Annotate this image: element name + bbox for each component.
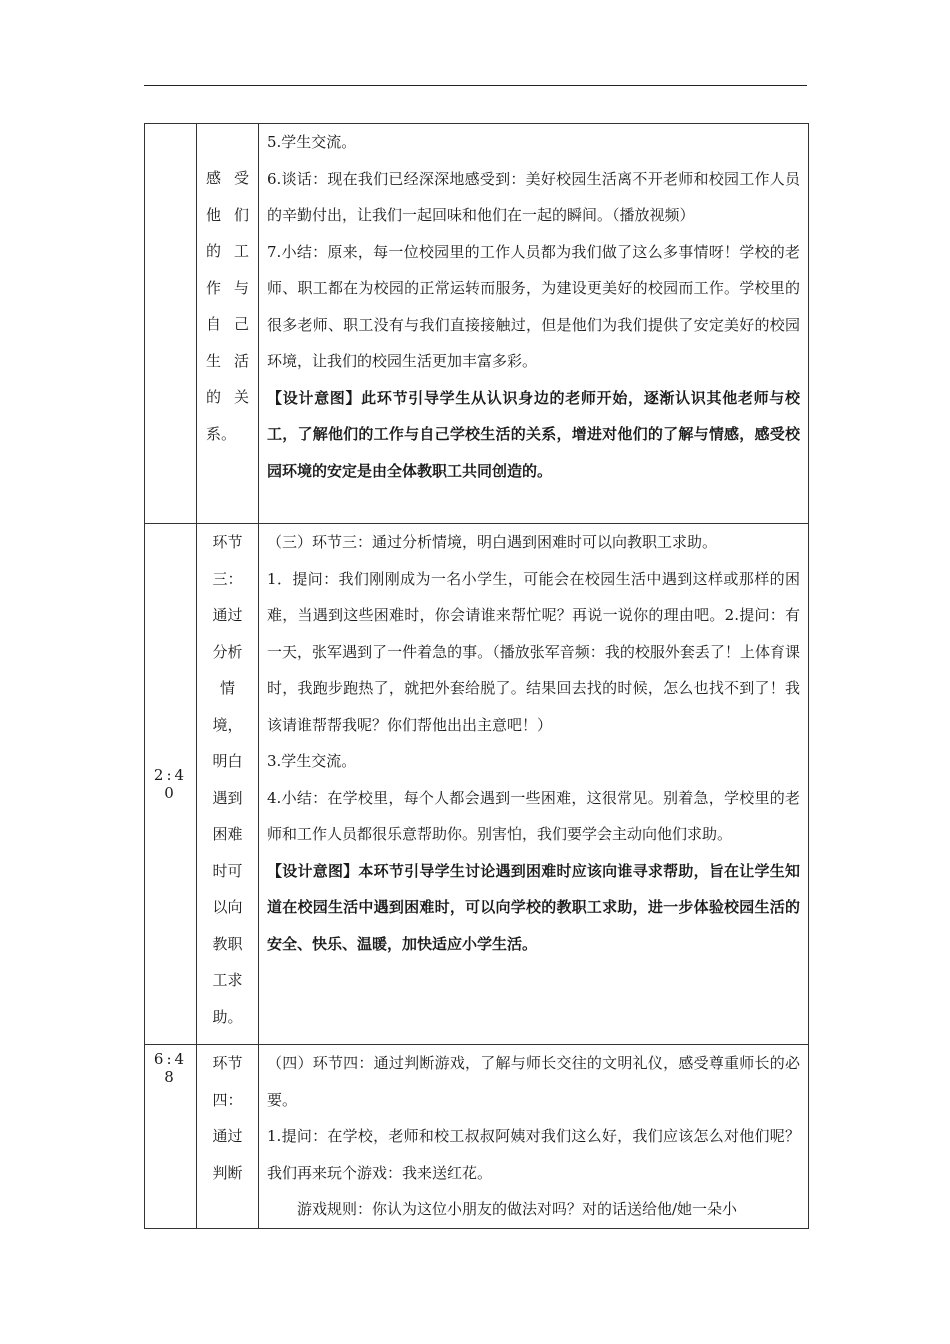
segment-line: 环节 <box>212 533 243 551</box>
paragraph: 3.学生交流。 <box>267 752 357 770</box>
paragraph: 1.提问：在学校，老师和校工叔叔阿姨对我们这么好，我们应该怎么对他们呢？我们再来玩个游戏：我来送红花。 <box>267 1127 800 1182</box>
lesson-plan-table <box>144 123 809 1229</box>
segment-line: 作 与 <box>206 278 249 297</box>
segment-line: 判断 <box>212 1163 243 1182</box>
content-cell <box>259 1045 809 1229</box>
segment-line: 困难 <box>212 825 243 843</box>
segment-line: 时可 <box>212 861 243 880</box>
segment-line: 通过 <box>212 1127 243 1145</box>
segment-line: 系。 <box>206 424 237 443</box>
segment-line: 环节 <box>212 1054 243 1072</box>
design-intent: 【设计意图】本环节引导学生讨论遇到困难时应该向谁寻求帮助，旨在让学生知道在校园生活中遇到困难时，可以向学校的教职工求助，进一步体验校园生活的安全、快乐、温暖，加快适应小学生活。 <box>267 861 800 953</box>
paragraph: 7.小结：原来，每一位校园里的工作人员都为我们做了这么多事情呀！学校的老师、职工都在为校园的正常运转而服务，为建设更美好的校园而工作。学校里的很多老师、职工没有与我们直接接触过，但是他们为我们提供了安定美好的校园环境，让我们的校园生活更加丰富多彩。 <box>267 242 800 370</box>
paragraph: （四）环节四：通过判断游戏，了解与师长交往的文明礼仪，感受尊重师长的必要。 <box>267 1054 800 1109</box>
segment-line: 工求 <box>212 971 243 989</box>
segment-line: 通过 <box>212 606 243 624</box>
segment-line: 三： <box>212 569 243 588</box>
time-cell: 6:48 <box>145 1045 197 1229</box>
segment-line: 遇到 <box>212 788 243 807</box>
paragraph: 4.小结：在学校里，每个人都会遇到一些困难，这很常见。别着急，学校里的老师和工作人员都很乐意帮助你。别害怕，我们要学会主动向他们求助。 <box>267 788 800 843</box>
segment-cell <box>197 124 259 524</box>
segment-line: 自 己 <box>206 315 249 333</box>
paragraph: （三）环节三：通过分析情境，明白遇到困难时可以向教职工求助。 <box>267 533 718 551</box>
segment-line: 以向 <box>212 898 243 916</box>
header-rule <box>144 85 807 86</box>
table-row <box>145 1045 809 1229</box>
segment-line: 感 受 <box>206 169 249 187</box>
segment-line: 助。 <box>212 1007 243 1026</box>
segment-line: 教职 <box>212 934 243 953</box>
paragraph: 5.学生交流。 <box>267 133 357 151</box>
segment-line: 分析 <box>212 642 243 661</box>
time-cell <box>145 124 197 524</box>
segment-line: 生 活 <box>206 351 249 370</box>
segment-cell <box>197 524 259 1045</box>
paragraph: 6.谈话：现在我们已经深深地感受到：美好校园生活离不开老师和校园工作人员的辛勤付出，让我们一起回味和他们在一起的瞬间。（播放视频） <box>267 169 800 224</box>
segment-cell <box>197 1045 259 1229</box>
content-cell <box>259 124 809 524</box>
table-row <box>145 524 809 1045</box>
table-row <box>145 124 809 524</box>
game-rules: 游戏规则：你认为这位小朋友的做法对吗？对的话送给他/她一朵小 <box>297 1200 738 1218</box>
content-cell <box>259 524 809 1045</box>
paragraph: 1．提问：我们刚刚成为一名小学生，可能会在校园生活中遇到这样或那样的困难，当遇到这些困难时，你会请谁来帮忙呢？再说一说你的理由吧。2.提问：有一天，张军遇到了一件着急的事。（播放张军音频：我的校服外套丢了！上体育课时，我跑步跑热了，就把外套给脱了。结果回去找的时候，怎么也找不到了！我该请谁帮帮我呢？你们帮他出出主意吧！） <box>267 569 800 734</box>
segment-line: 情 <box>219 679 235 697</box>
segment-line: 境， <box>212 715 243 734</box>
segment-line: 他 们 <box>206 205 249 224</box>
segment-line: 的 关 <box>206 388 249 406</box>
time-cell: 2:40 <box>145 524 197 1045</box>
segment-line: 明白 <box>212 752 243 770</box>
segment-line: 四： <box>212 1090 243 1109</box>
segment-line: 的 工 <box>206 242 249 260</box>
design-intent: 【设计意图】此环节引导学生从认识身边的老师开始，逐渐认识其他老师与校工，了解他们的工作与自己学校生活的关系，增进对他们的了解与情感，感受校园环境的安定是由全体教职工共同创造的。 <box>267 388 800 480</box>
